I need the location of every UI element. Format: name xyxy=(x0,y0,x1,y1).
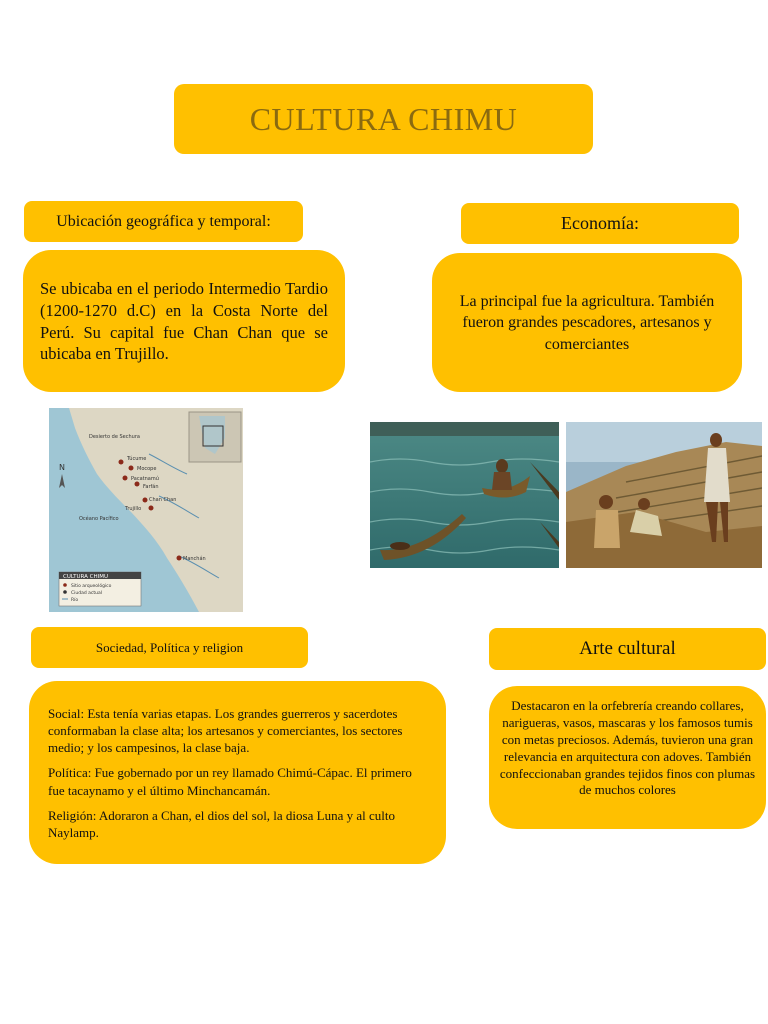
map-legend-title: CULTURA CHIMU xyxy=(63,574,109,580)
map-label-tucume: Túcume xyxy=(127,456,147,462)
arte-heading: Arte cultural xyxy=(579,638,676,659)
sociedad-text-box xyxy=(29,681,446,864)
ubicacion-text: Se ubicaba en el periodo Intermedio Tardio (1200-1270 d.C) en la Costa Norte del Perú. Su capital fue Chan Chan que se ubicaba en Trujillo. xyxy=(40,279,328,364)
arte-heading-box xyxy=(489,628,766,670)
map-label-desert: Desierto de Sechura xyxy=(89,434,140,440)
economia-text-box xyxy=(432,253,742,392)
map-legend-item: Sitio arqueológico xyxy=(71,584,112,589)
sociedad-heading-box xyxy=(31,627,308,668)
sociedad-social-text: Social: Esta tenía varias etapas. Los grandes guerreros y sacerdotes conformaban la clase alta; los artesanos y comerciantes, los sectores medio; y los campesinos, la clase baja. xyxy=(48,706,403,756)
economia-heading-box xyxy=(461,203,739,244)
ubicacion-heading-box xyxy=(24,201,303,242)
map-legend-item: Ciudad actual xyxy=(71,591,103,596)
sociedad-politica-text: Política: Fue gobernado por un rey llamado Chimú-Cápac. El primero fue tacaynamo y el último Minchancamán. xyxy=(48,765,412,798)
sociedad-religion-text: Religión: Adoraron a Chan, el dios del sol, la diosa Luna y al culto Naylamp. xyxy=(48,807,395,840)
ubicacion-text-box xyxy=(23,250,345,392)
farming-image xyxy=(566,422,762,568)
page-title: CULTURA CHIMU xyxy=(249,100,518,137)
map-label-pacatnamu: Pacatnamú xyxy=(131,476,159,482)
map-label-farfan: Farfán xyxy=(143,484,159,490)
economia-heading: Economía: xyxy=(561,213,639,233)
map-label-trujillo: Trujillo xyxy=(125,506,142,512)
map-legend-item: Río xyxy=(71,598,79,603)
map-label-mocope: Mocope xyxy=(137,466,157,472)
economia-text: La principal fue la agricultura. También fueron grandes pescadores, artesanos y comerciantes xyxy=(459,293,715,353)
map-label-ocean: Océano Pacífico xyxy=(79,516,119,522)
ubicacion-heading: Ubicación geográfica y temporal: xyxy=(56,212,271,230)
map-image xyxy=(49,408,243,612)
north-arrow-icon: N xyxy=(59,463,65,472)
arte-text-box xyxy=(489,686,766,829)
map-label-manchan: Manchán xyxy=(183,556,206,562)
arte-text: Destacaron en la orfebrería creando collares, narigueras, vasos, mascaras y los famosos tumis con metas preciosos. Además, tuvieron una gran relevancia en arquitectura con adoves. También confeccionaban grandes tejidos finos con plumas de muchos colores xyxy=(499,698,756,798)
reed-boat-fishing-image xyxy=(370,422,559,568)
sociedad-heading: Sociedad, Política y religion xyxy=(95,639,244,655)
title-box xyxy=(174,84,593,154)
map-label-chanchan: Chan Chan xyxy=(149,497,177,503)
